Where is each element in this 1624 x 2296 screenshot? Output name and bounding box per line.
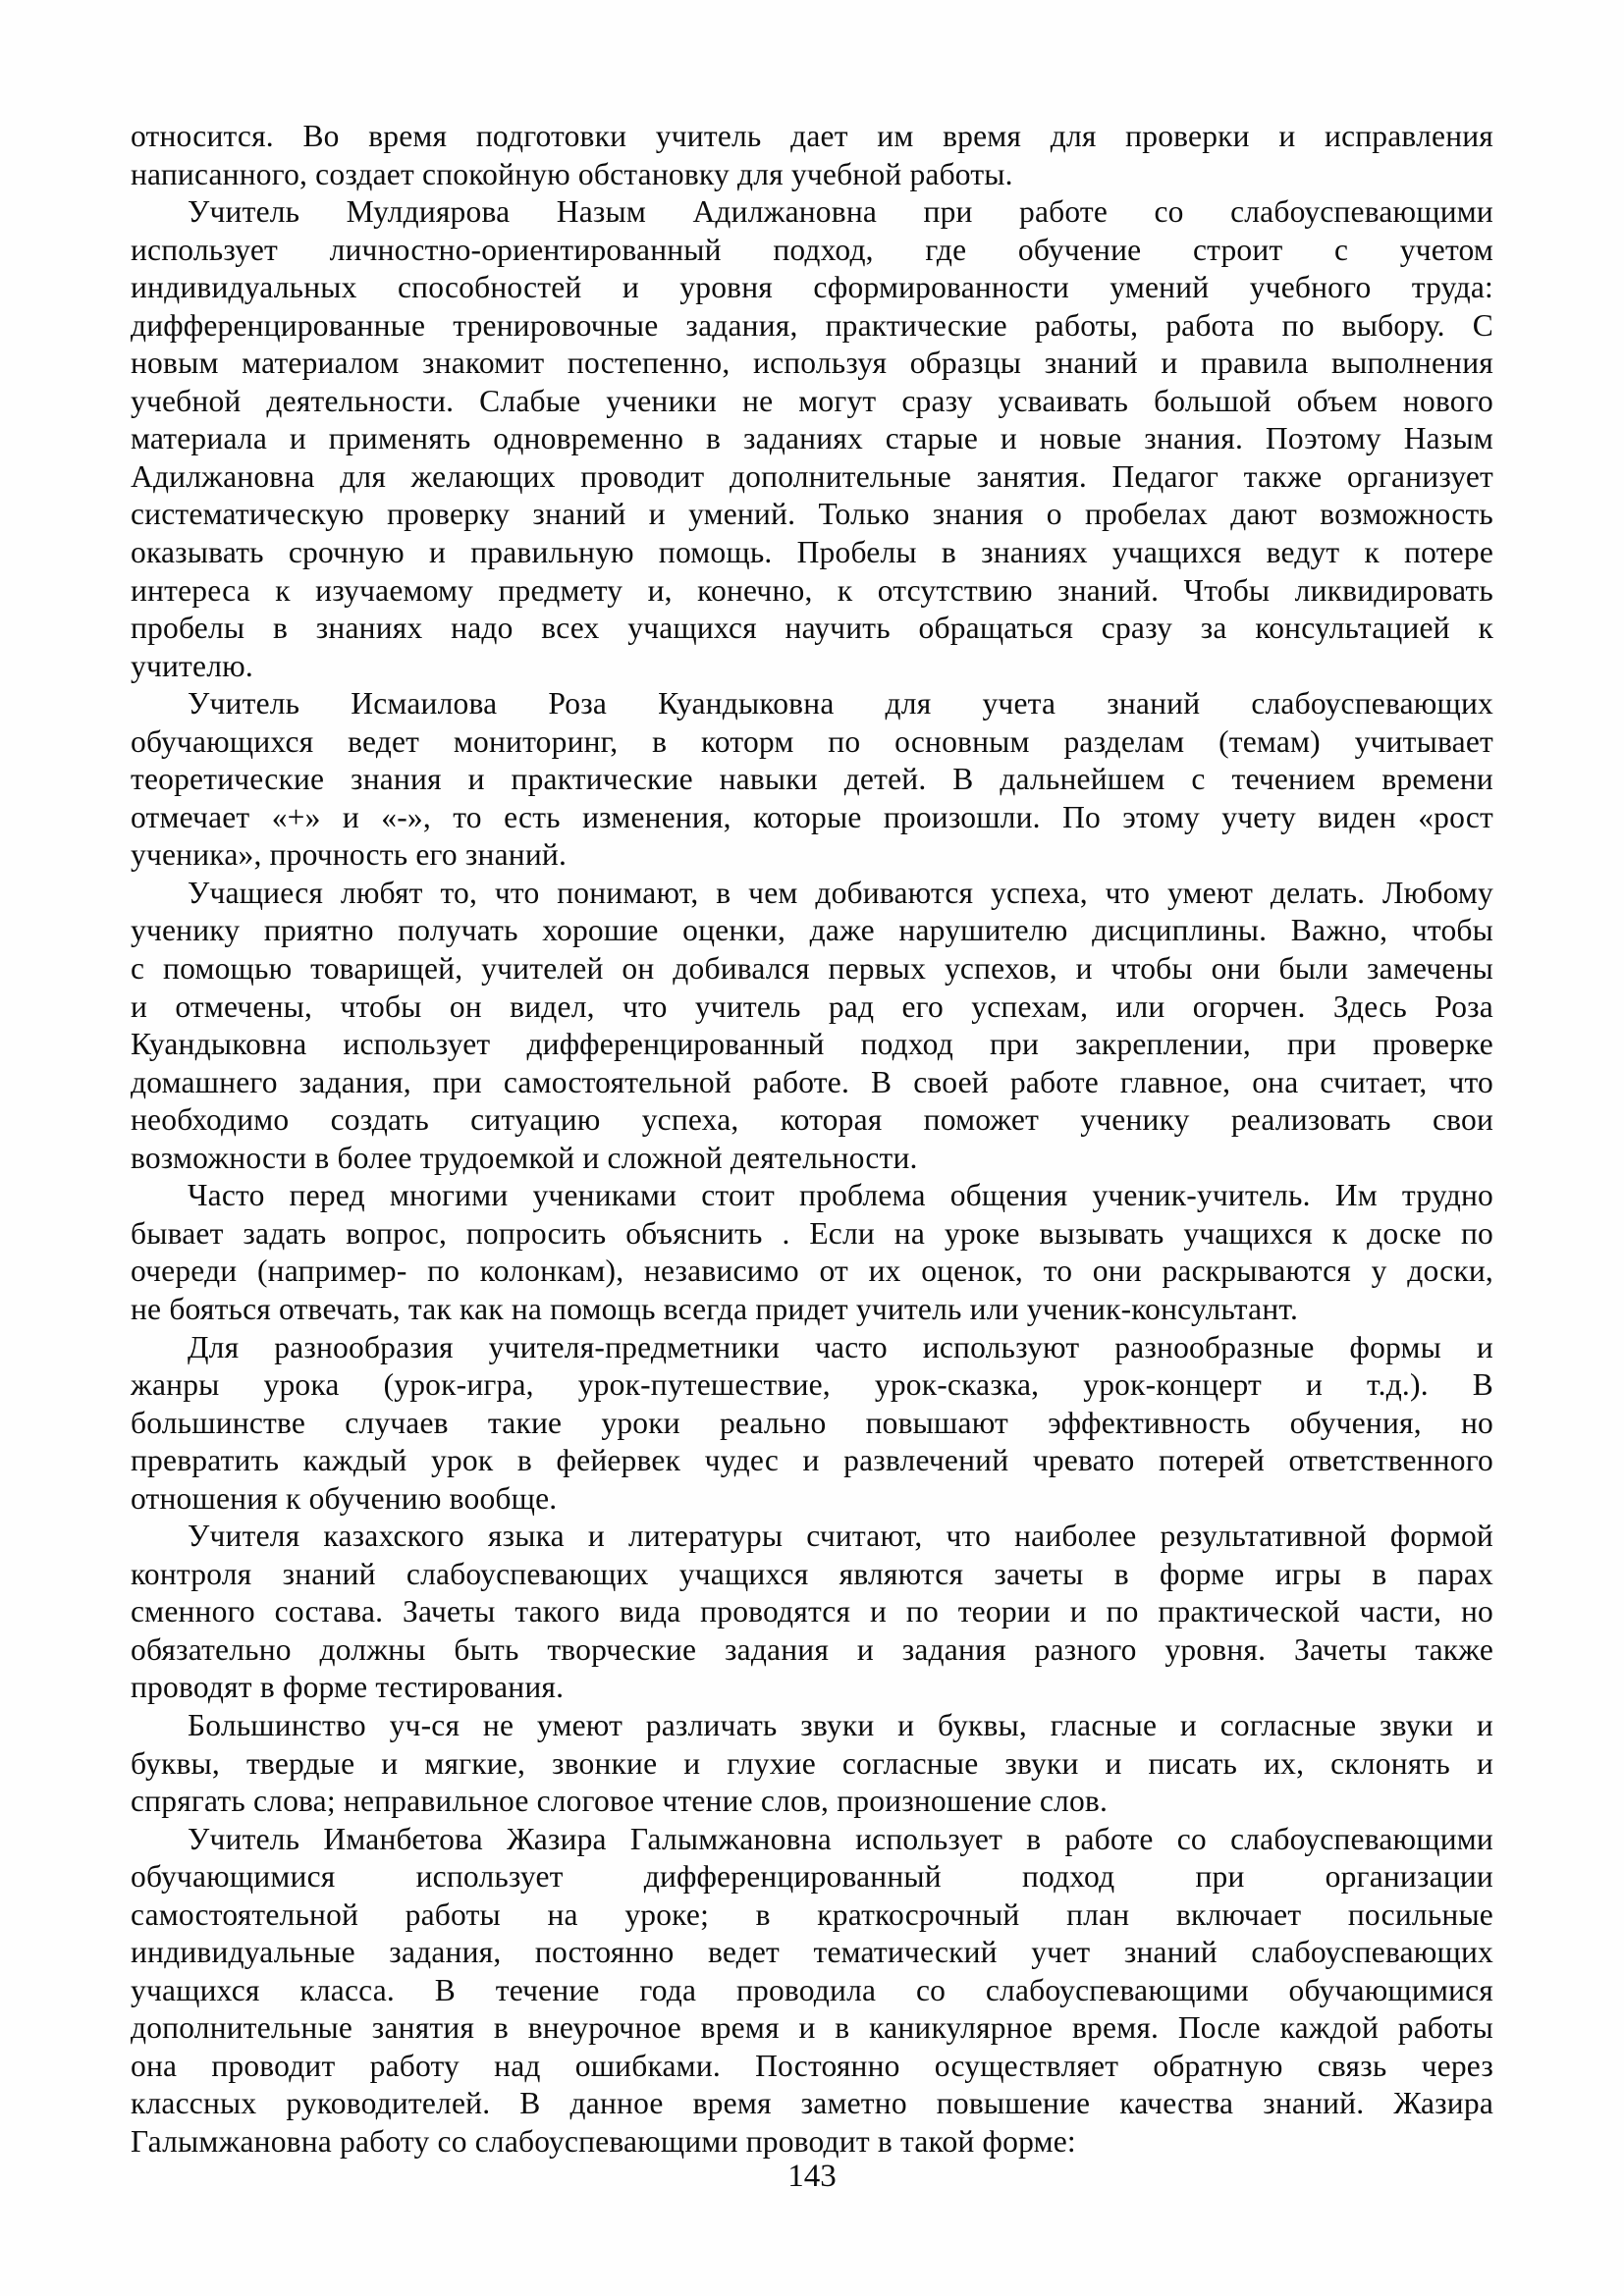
text-line: жанры урока (урок-игра, урок-путешествие, урок-сказка, урок-концерт и т.д.). В	[131, 1367, 1493, 1403]
text-line: относится. Во время подготовки учитель дает им время для проверки и исправления	[131, 119, 1493, 153]
paragraph	[131, 875, 1493, 1177]
paragraph	[131, 685, 1493, 875]
text-line: отношения к обучению вообще.	[131, 1480, 558, 1516]
text-line: систематическую проверку знаний и умений. Только знания о пробелах дают возможность	[131, 497, 1493, 532]
page-number: 143	[787, 2159, 837, 2194]
text-line: индивидуальные задания, постоянно ведет тематический учет знаний слабоуспевающих	[131, 1935, 1493, 1970]
text-line: и отмечены, чтобы он видел, что учитель рад его успехам, или огорчен. Здесь Роза	[131, 988, 1493, 1024]
paragraph	[131, 193, 1493, 685]
text-line: Адилжановна для желающих проводит дополнительные занятия. Педагог также организует	[131, 458, 1493, 494]
text-line: с помощью товарищей, учителей он добивался первых успехов, и чтобы они были замечены	[131, 951, 1493, 987]
paragraph	[131, 1329, 1493, 1519]
text-line: отмечает «+» и «-», то есть изменения, которые произошли. По этому учету виден «рост	[131, 799, 1493, 834]
paragraph	[131, 1518, 1493, 1707]
text-line: новым материалом знакомит постепенно, используя образцы знаний и правила выполнения	[131, 346, 1493, 381]
text-line: контроля знаний слабоуспевающих учащихся являются зачеты в форме игры в парах	[131, 1556, 1493, 1591]
text-line: Большинство уч-ся не умеют различать звуки и буквы, гласные и согласные звуки и	[188, 1707, 1493, 1742]
text-line: ученика», прочность его знаний.	[131, 837, 568, 873]
text-line: Учащиеся любят то, что понимают, в чем добиваются успеха, что умеют делать. Любому	[188, 875, 1493, 910]
text-line: проводят в форме тестирования.	[131, 1670, 565, 1705]
text-line: превратить каждый урок в фейервек чудес и развлечений чревато потерей ответственного	[131, 1443, 1493, 1478]
text-line: дифференцированные тренировочные задания, практические работы, работа по выбору. С	[131, 307, 1493, 343]
text-line: интереса к изучаемому предмету и, конечно, к отсутствию знаний. Чтобы ликвидировать	[131, 572, 1493, 608]
paragraph	[131, 1707, 1493, 1821]
text-line: самостоятельной работы на уроке; в краткосрочный план включает посильные	[131, 1896, 1493, 1932]
text-line: классных руководителей. В данное время заметно повышение качества знаний. Жазира	[131, 2086, 1493, 2121]
text-line: учащихся класса. В течение года проводила со слабоуспевающими обучающимися	[131, 1972, 1493, 2007]
text-line: Галымжановна работу со слабоуспевающими проводит в такой форме:	[131, 2123, 1076, 2159]
paragraph	[131, 118, 1493, 193]
text-line: использует личностно-ориентированный подход, где обучение строит с учетом	[131, 232, 1493, 267]
text-line: обязательно должны быть творческие задания и задания разного уровня. Зачеты также	[131, 1631, 1493, 1667]
text-line: учителю.	[131, 648, 253, 683]
text-line: дополнительные занятия в внеурочное время и в каникулярное время. После каждой работы	[131, 2010, 1493, 2046]
text-line: учебной деятельности. Слабые ученики не могут сразу усваивать большой объем нового	[131, 383, 1493, 418]
text-line: обучающихся ведет мониторинг, в которм по основным разделам (темам) учитывает	[131, 723, 1493, 759]
text-line: она проводит работу над ошибками. Постоянно осуществляет обратную связь через	[131, 2048, 1493, 2083]
text-line: обучающимися использует дифференцированный подход при организации	[131, 1859, 1493, 1895]
text-line: Учитель Мулдиярова Назым Адилжановна при работе со слабоуспевающими	[188, 194, 1493, 230]
text-line: необходимо создать ситуацию успеха, которая поможет ученику реализовать свои	[131, 1102, 1493, 1138]
text-line: Учителя казахского языка и литературы считают, что наиболее результативной формой	[188, 1519, 1493, 1554]
document-body	[131, 118, 1493, 2162]
text-line: написанного, создает спокойную обстановку для учебной работы.	[131, 156, 1013, 191]
text-line: сменного состава. Зачеты такого вида проводятся и по теории и по практической части, но	[131, 1594, 1493, 1629]
text-line: Учитель Исмаилова Роза Куандыковна для учета знаний слабоуспевающих	[188, 686, 1493, 721]
paragraph	[131, 1177, 1493, 1328]
text-line: оказывать срочную и правильную помощь. Пробелы в знаниях учащихся ведут к потере	[131, 535, 1493, 570]
text-line: большинстве случаев такие уроки реально повышают эффективность обучения, но	[131, 1405, 1493, 1440]
text-line: пробелы в знаниях надо всех учащихся научить обращаться сразу за консультацией к	[131, 611, 1493, 646]
text-line: домашнего задания, при самостоятельной работе. В своей работе главное, она считает, что	[131, 1064, 1493, 1099]
text-line: индивидуальных способностей и уровня сформированности умений учебного труда:	[131, 270, 1493, 305]
text-line: Куандыковна использует дифференцированный подход при закреплении, при проверке	[131, 1027, 1493, 1062]
text-line: бывает задать вопрос, попросить объяснить . Если на уроке вызывать учащихся к доске по	[131, 1215, 1493, 1251]
text-line: буквы, твердые и мягкие, звонкие и глухие согласные звуки и писать их, склонять и	[131, 1745, 1493, 1781]
text-line: возможности в более трудоемкой и сложной деятельности.	[131, 1140, 918, 1175]
text-line: Учитель Иманбетова Жазира Галымжановна использует в работе со слабоуспевающими	[188, 1821, 1493, 1856]
text-line: не бояться отвечать, так как на помощь всегда придет учитель или ученик-консультант.	[131, 1291, 1299, 1326]
text-line: Для разнообразия учителя-предметники часто используют разнообразные формы и	[188, 1329, 1493, 1364]
paragraph	[131, 1821, 1493, 2162]
text-line: материала и применять одновременно в заданиях старые и новые знания. Поэтому Назым	[131, 421, 1493, 456]
text-line: теоретические знания и практические навыки детей. В дальнейшем с течением времени	[131, 762, 1493, 797]
text-line: Часто перед многими учениками стоит проблема общения ученик-учитель. Им трудно	[188, 1178, 1493, 1213]
text-line: ученику приятно получать хорошие оценки, даже нарушителю дисциплины. Важно, чтобы	[131, 913, 1493, 948]
text-line: спрягать слова; неправильное слоговое чтение слов, произношение слов.	[131, 1784, 1109, 1819]
text-line: очереди (например- по колонкам), независимо от их оценок, то они раскрываются у доски,	[131, 1254, 1493, 1289]
